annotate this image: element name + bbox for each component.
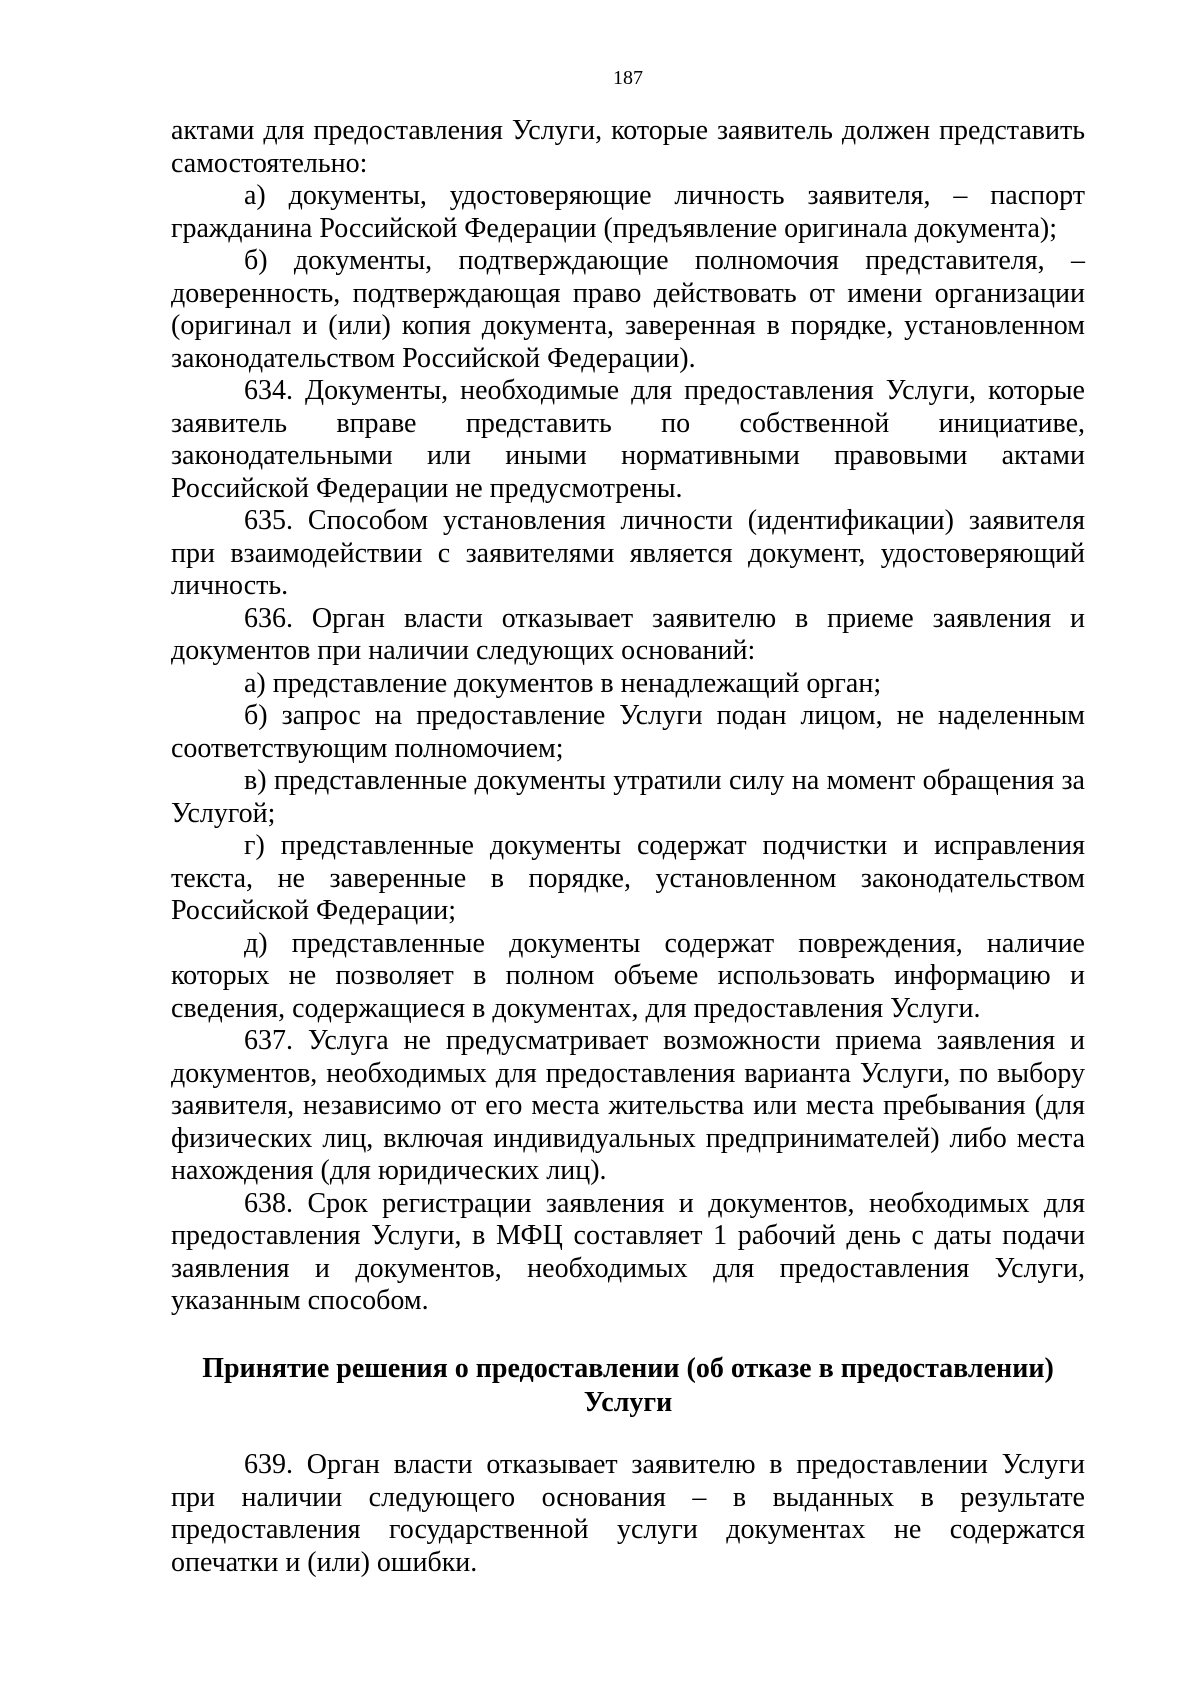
paragraph-636-item-e: д) представленные документы содержат повреждения, наличие которых не позволяет в полном объеме использовать информацию и сведения, содержащиеся в документах, для предоставления Услуги. [171,927,1085,1024]
paragraph-intro: актами для предоставления Услуги, которые заявитель должен представить самостоятельно: [171,115,1085,179]
paragraph-636-item-b: б) запрос на предоставление Услуги подан лицом, не наделенным соответствующим полномочием; [171,700,1085,764]
paragraph-638: 638. Срок регистрации заявления и документов, необходимых для предоставления Услуги, в МФЦ составляет 1 рабочий день с даты подачи заявления и документов, необходимых для предоставления Услуги, указанным способом. [171,1187,1085,1316]
section-heading [131,1352,1125,1420]
paragraph-636-item-d: г) представленные документы содержат подчистки и исправления текста, не заверенные в порядке, установленном законодательством Российской Федерации; [171,830,1085,926]
document-body-continued [171,1449,1085,1579]
paragraph-639: 639. Орган власти отказывает заявителю в предоставлении Услуги при наличии следующего основания – в выданных в результате предоставления государственной услуги документах не содержатся опечатки и (или) ошибки. [171,1449,1085,1578]
paragraph-636-item-c: в) представленные документы утратили силу на момент обращения за Услугой; [171,765,1085,829]
paragraph-635: 635. Способом установления личности (идентификации) заявителя при взаимодействии с заявителями является документ, удостоверяющий личность. [171,505,1085,601]
paragraph-item-b-authority: б) документы, подтверждающие полномочия представителя, – доверенность, подтверждающая право действовать от имени организации (оригинал и (или) копия документа, заверенная в порядке, установленном законодательством Российской Федерации). [171,245,1085,374]
paragraph-637: 637. Услуга не предусматривает возможности приема заявления и документов, необходимых для предоставления варианта Услуги, по выбору заявителя, независимо от его места жительства или места пребывания (для физических лиц, включая индивидуальных предпринимателей) либо места нахождения (для юридических лиц). [171,1025,1085,1186]
paragraph-636-item-a: а) представление документов в ненадлежащий орган; [244,667,882,699]
paragraph-item-a-identity: а) документы, удостоверяющие личность заявителя, – паспорт гражданина Российской Федерации (предъявление оригинала документа); [171,180,1085,244]
paragraph-634: 634. Документы, необходимые для предоставления Услуги, которые заявитель вправе представить по собственной инициативе, законодательными или иными нормативными правовыми актами Российской Федерации не предусмотрены. [171,375,1085,504]
paragraph-636: 636. Орган власти отказывает заявителю в приеме заявления и документов при наличии следующих оснований: [171,602,1085,666]
section-heading-line-2: Услуги [583,1387,673,1418]
document-page [171,0,1085,1697]
document-body [171,115,1085,1318]
page-number: 187 [613,67,643,89]
section-heading-line-1: Принятие решения о предоставлении (об отказе в предоставлении) [202,1353,1054,1384]
